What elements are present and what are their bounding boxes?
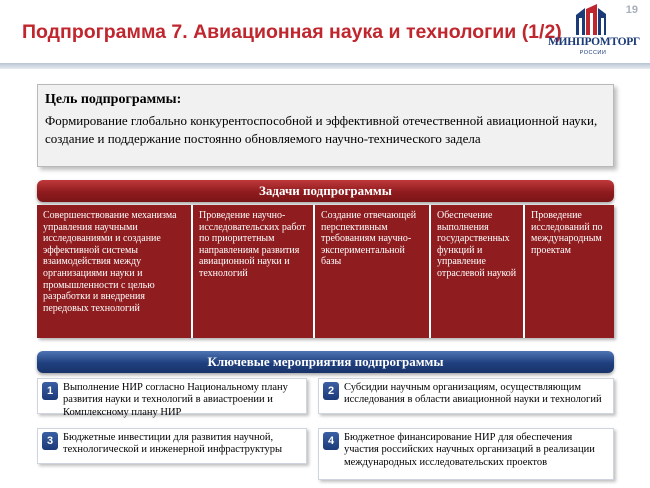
tasks-header: Задачи подпрограммы bbox=[37, 180, 614, 202]
tasks-row bbox=[37, 205, 614, 338]
task-item: Создание отвечающей перспективным требованиям научно-экспериментальной базы bbox=[313, 205, 429, 338]
goal-text: Формирование глобально конкурентоспособной и эффективной отечественной авиационной науки, создание и поддержание постоянно обновляемого научно-технического задела bbox=[45, 113, 598, 146]
event-number-badge: 3 bbox=[42, 432, 58, 450]
page-number: 19 bbox=[625, 4, 638, 16]
header-divider bbox=[0, 63, 650, 69]
event-item bbox=[318, 378, 614, 414]
event-text: Субсидии научным организациям, осуществляющим исследования в области авиационной науки и технологий bbox=[344, 382, 602, 406]
events-header: Ключевые мероприятия подпрограммы bbox=[37, 351, 614, 373]
event-text: Выполнение НИР согласно Национальному плану развития науки и технологий в авиастроении и Комплексному плану НИР bbox=[63, 382, 288, 418]
slide-header bbox=[0, 0, 650, 70]
event-item bbox=[37, 428, 307, 464]
task-item: Совершенствование механизма управления научными исследованиями и создание эффективной системы взаимодействия между организациями науки и промышленности с целью разработки и внедрения передовых технологий bbox=[43, 210, 177, 314]
page-title: Подпрограмма 7. Авиационная наука и технологии (1/2) bbox=[22, 21, 562, 43]
event-item bbox=[37, 378, 307, 418]
task-item: Проведение научно-исследовательских работ по приоритетным направлениям развития авиационной науки и технологий bbox=[191, 205, 313, 338]
event-number-badge: 2 bbox=[323, 382, 339, 400]
event-item bbox=[318, 428, 614, 480]
logo-subtitle: РОССИИ bbox=[579, 50, 607, 56]
goal-title: Цель подпрограммы: bbox=[45, 92, 182, 107]
event-text: Бюджетные инвестиции для развития научной, технологической и инженерной инфраструктуры bbox=[63, 432, 282, 456]
ministry-logo bbox=[548, 2, 638, 60]
logo-name: МИНПРОМТОРГ bbox=[548, 36, 640, 48]
task-item: Проведение исследований по международным проектам bbox=[523, 205, 614, 338]
event-text: Бюджетное финансирование НИР для обеспечения участия российских научных организаций в реализации международных исследовательских проектов bbox=[344, 432, 595, 468]
event-number-badge: 1 bbox=[42, 382, 58, 400]
goal-box bbox=[37, 84, 614, 167]
task-item: Обеспечение выполнения государственных функций и управление отраслевой наукой bbox=[429, 205, 523, 338]
event-number-badge: 4 bbox=[323, 432, 339, 450]
ministry-emblem-icon bbox=[574, 4, 608, 36]
